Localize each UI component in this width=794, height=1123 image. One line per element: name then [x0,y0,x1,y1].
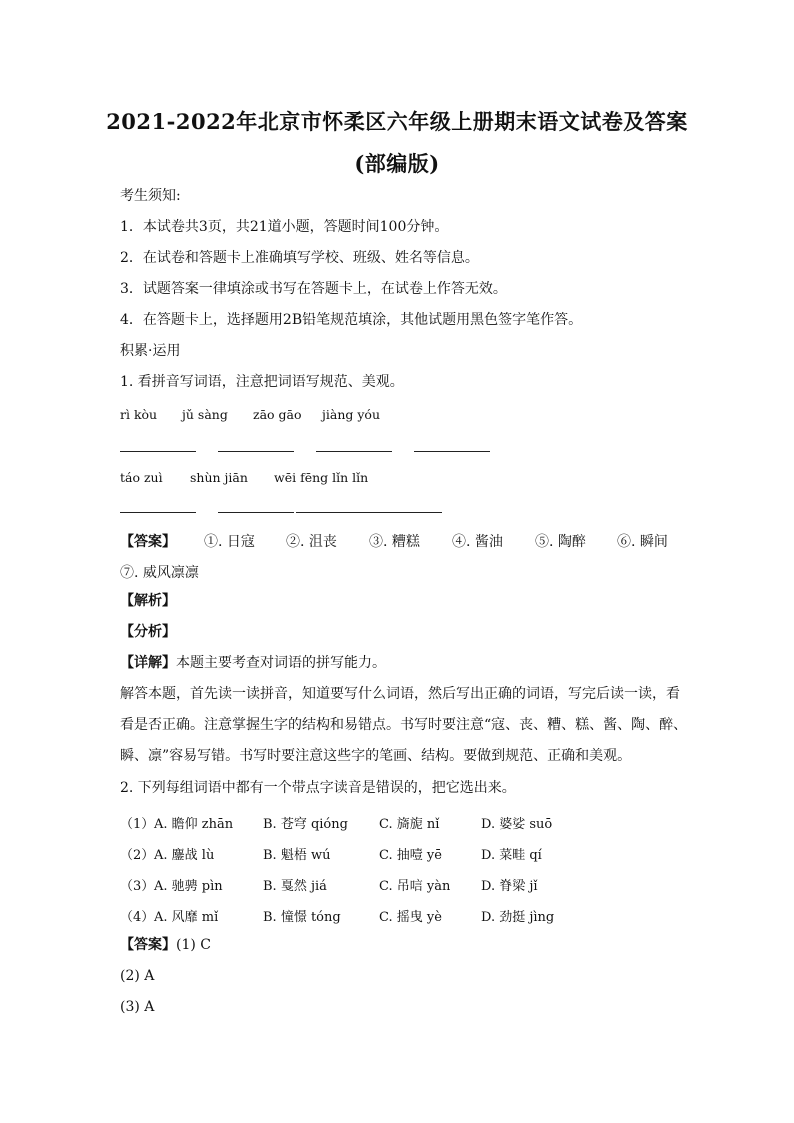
option-d: D. 劲挺 jìng [481,910,555,925]
detail-text: 本题主要考查对词语的拼写能力。 [176,655,386,671]
option-c: C. 吊唁 yàn [379,879,451,894]
option-a: A. 瞻仰 zhān [154,817,234,832]
answer-item: ⑥. 瞬间 [617,534,668,550]
answer-item: (3) A [120,999,155,1015]
document-title: 2021-2022年北京市怀柔区六年级上册期末语文试卷及答案 [106,109,688,134]
notice-item: 1．本试卷共3页，共21道小题，答题时间100分钟。 [120,219,449,235]
pinyin-item: jǔ sàng [182,407,228,422]
answer-blank [218,451,294,452]
answer-line [120,938,211,952]
answer-blank [414,451,490,452]
answer-item: (2) A [120,968,155,984]
paragraph-line: 解答本题，首先读一读拼音，知道要写什么词语，然后写出正确的词语，写完后读一读，看 [120,686,680,702]
option-a: A. 鏖战 lù [154,848,215,863]
option-b: B. 苍穹 qióng [263,817,348,832]
notice-item: 4．在答题卡上，选择题用2B铅笔规范填涂，其他试题用黑色签字笔作答。 [120,312,583,328]
option-c: C. 抽噎 yē [379,848,442,863]
pinyin-item: jiàng yóu [322,407,380,422]
pinyin-item: táo zuì [120,470,163,485]
answer-item: ⑤. 陶醉 [535,534,586,550]
analysis-label: 【解析】 [120,593,176,609]
option-a: A. 驰骋 pìn [154,879,223,894]
detail-line [120,656,386,670]
answer-label: 【答案】 [120,534,176,550]
pinyin-item: shùn jiān [190,470,248,485]
option-d: D. 婆娑 suō [481,817,553,832]
pinyin-item: wēi fēng lǐn lǐn [274,470,369,485]
section-label: 积累·运用 [120,343,181,359]
option-d: D. 脊梁 jǐ [481,879,538,894]
answer-item: ④. 酱油 [452,534,503,550]
paragraph-line: 看是否正确。注意掌握生字的结构和易错点。书写时要注意“寇、丧、糟、糕、酱、陶、醉、 [120,717,688,733]
pinyin-item: zāo gāo [253,407,302,422]
fenxi-label: 【分析】 [120,624,176,640]
paragraph-line: 瞬、凛”容易写错。书写时要注意这些字的笔画、结构。要做到规范、正确和美观。 [120,748,632,764]
document-subtitle: (部编版) [354,151,440,176]
option-row-number: （3） [120,879,155,894]
answer-blank [120,512,196,513]
question-1-prompt: 1. 看拼音写词语，注意把词语写规范、美观。 [120,374,404,390]
answer-item: (1) C [176,937,211,953]
option-row-number: （4） [120,910,155,925]
detail-label: 【详解】 [120,655,176,671]
option-row-number: （2） [120,848,155,863]
answer-item: ②. 沮丧 [286,534,337,550]
option-c: C. 旖旎 nǐ [379,817,440,832]
notice-heading: 考生须知: [120,188,181,204]
option-a: A. 风靡 mǐ [154,910,219,925]
answer-blank [120,451,196,452]
answer-item: ⑦. 威风凛凛 [120,565,199,581]
notice-item: 2．在试卷和答题卡上准确填写学校、班级、姓名等信息。 [120,250,479,266]
answer-blank [218,512,294,513]
answer-item: ①. 日寇 [204,534,255,550]
question-2-prompt: 2. 下列每组词语中都有一个带点字读音是错误的，把它选出来。 [120,780,516,796]
answer-blank [316,451,392,452]
answer-item: ③. 糟糕 [369,534,420,550]
notice-item: 3．试题答案一律填涂或书写在答题卡上，在试卷上作答无效。 [120,281,507,297]
option-b: B. 戛然 jiá [263,879,327,894]
option-d: D. 菜畦 qí [481,848,542,863]
option-b: B. 憧憬 tóng [263,910,341,925]
option-b: B. 魁梧 wú [263,848,331,863]
option-c: C. 摇曳 yè [379,910,442,925]
answer-label: 【答案】 [120,937,176,953]
answer-blank [296,512,442,513]
option-row-number: （1） [120,817,155,832]
pinyin-item: rì kòu [120,407,158,422]
